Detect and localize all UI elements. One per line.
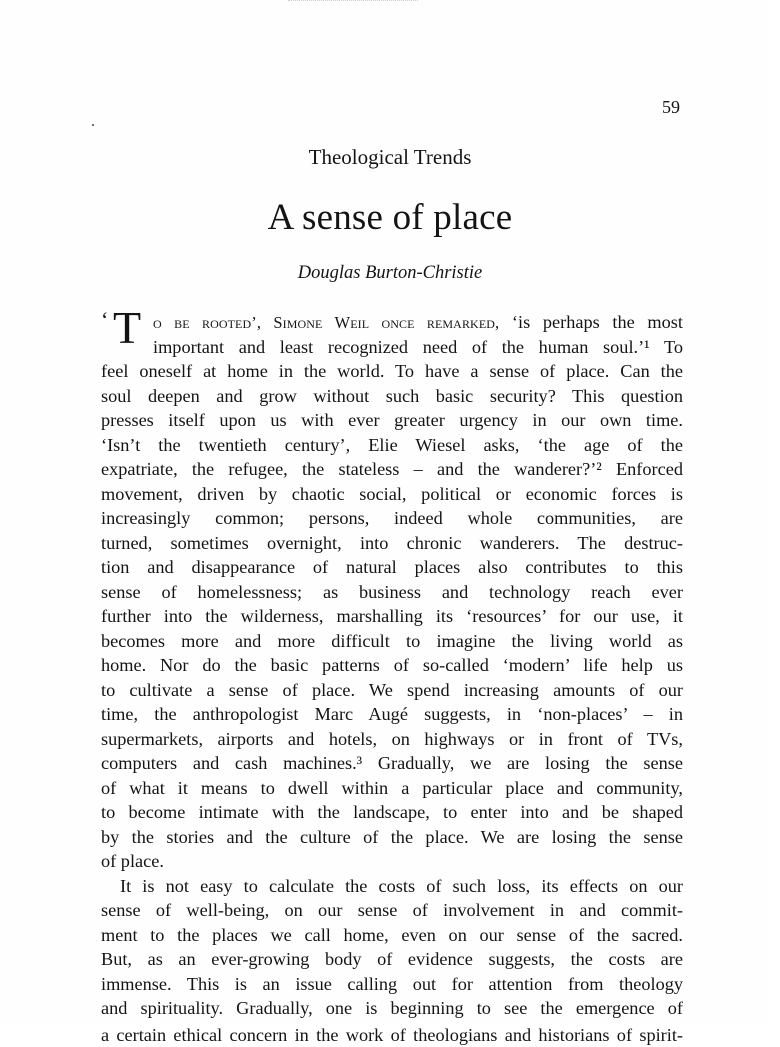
text-line: soul deepen and grow without such basic security? This question — [101, 384, 683, 409]
opening-line-1-rest: ‘is perhaps the most — [499, 312, 683, 332]
text-line: It is not easy to calculate the costs of such loss, its effects on our — [101, 874, 683, 899]
article-title: A sense of place — [0, 196, 780, 239]
text-line: expatriate, the refugee, the stateless – and the wanderer?’² Enforced — [101, 457, 683, 482]
text-line: presses itself upon us with ever greater urgency in our own time. — [101, 408, 683, 433]
opening-quote-mark: ‘ — [101, 310, 113, 330]
drop-cap-letter: T — [113, 308, 151, 348]
text-line: sense of homelessness; as business and technology reach ever — [101, 580, 683, 605]
scan-artifact — [288, 0, 418, 4]
text-line: feel oneself at home in the world. To have a sense of place. Can the — [101, 359, 683, 384]
margin-speck — [92, 124, 94, 126]
text-line: turned, sometimes overnight, into chronic wanderers. The destruc- — [101, 531, 683, 556]
text-line: immense. This is an issue calling out for attention from theology — [101, 972, 683, 997]
text-line: home. Nor do the basic patterns of so-called ‘modern’ life help us — [101, 653, 683, 678]
text-line: movement, driven by chaotic social, political or economic forces is — [101, 482, 683, 507]
author-name: Douglas Burton-Christie — [0, 263, 780, 284]
text-line: ment to the places we call home, even on our sense of the sacred. — [101, 923, 683, 948]
text-line: increasingly common; persons, indeed whole communities, are — [101, 506, 683, 531]
article-body — [101, 310, 683, 1037]
text-line: by the stories and the culture of the place. We are losing the sense — [101, 825, 683, 850]
opening-line-1 — [101, 310, 683, 335]
text-line: sense of well-being, on our sense of involvement in and commit- — [101, 898, 683, 923]
cut-off-line-container — [101, 1023, 683, 1037]
section-title: Theological Trends — [0, 145, 780, 170]
text-line: of what it means to dwell within a particular place and community, — [101, 776, 683, 801]
page-number: 59 — [662, 97, 680, 118]
text-line: computers and cash machines.³ Gradually, we are losing the sense — [101, 751, 683, 776]
text-line: tion and disappearance of natural places also contributes to this — [101, 555, 683, 580]
text-line: and spirituality. Gradually, one is beginning to see the emergence of — [101, 996, 683, 1021]
text-line: to cultivate a sense of place. We spend increasing amounts of our — [101, 678, 683, 703]
text-line: to become intimate with the landscape, to enter into and be shaped — [101, 800, 683, 825]
opening-line-2: important and least recognized need of the human soul.’¹ To — [101, 335, 683, 360]
text-line: ‘Isn’t the twentieth century’, Elie Wiesel asks, ‘the age of the — [101, 433, 683, 458]
text-line: further into the wilderness, marshalling its ‘resources’ for our use, it — [101, 604, 683, 629]
paragraph-2 — [101, 874, 683, 1037]
text-line: But, as an ever-growing body of evidence suggests, the costs are — [101, 947, 683, 972]
text-line: time, the anthropologist Marc Augé suggests, in ‘non-places’ – in — [101, 702, 683, 727]
text-line: a certain ethical concern in the work of theologians and historians of spirit- — [101, 1023, 683, 1047]
text-line: supermarkets, airports and hotels, on highways or in front of TVs, — [101, 727, 683, 752]
paragraph-1 — [101, 359, 683, 874]
text-line: of place. — [101, 849, 683, 874]
opening-small-caps: o be rooted’, Simone Weil once remarked, — [153, 313, 499, 332]
text-line: becomes more and more difficult to imagine the living world as — [101, 629, 683, 654]
